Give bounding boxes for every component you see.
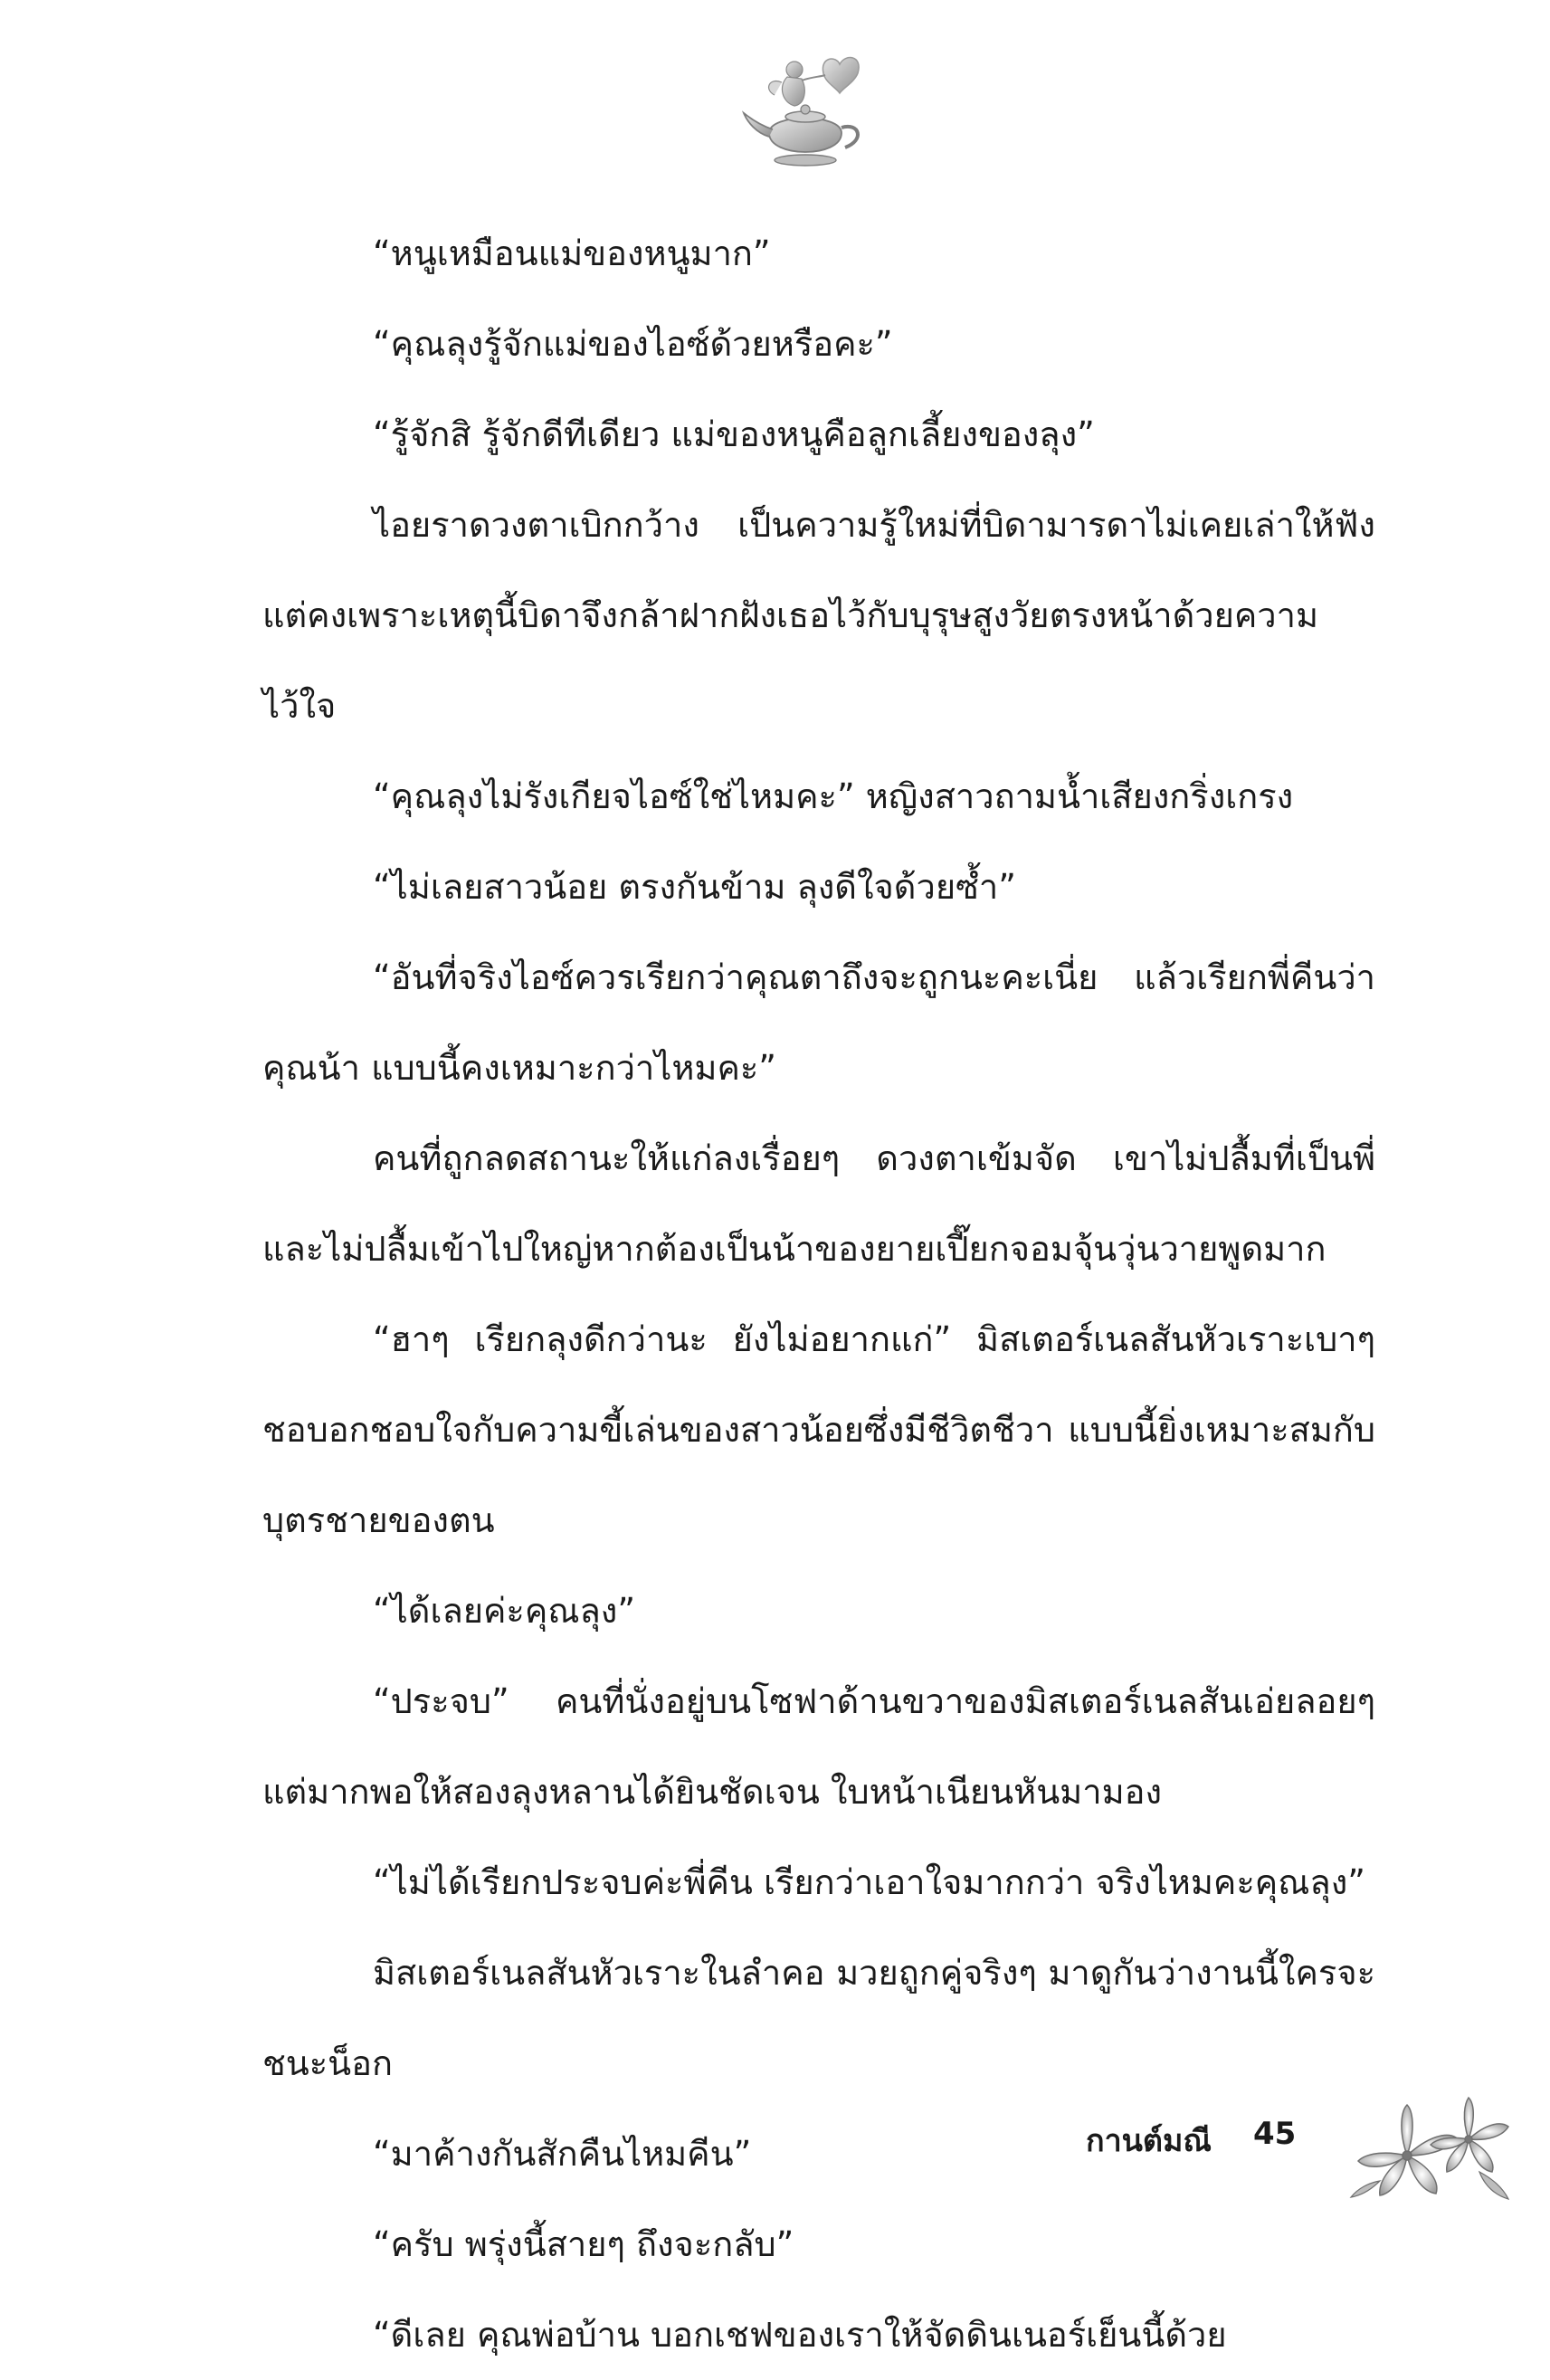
page-number: 45 [1253,2116,1297,2152]
paragraph: “มาค้างกันสักคืนไหมคีน” [373,2134,752,2174]
teapot-cupid-icon [742,50,878,186]
paragraph: “ประจบ” คนที่นั่งอยู่บนโซฟาด้านขวาของมิสเตอร์เนลสันเอ่ยลอยๆ แต่มากพอให้สองลุงหลานได้ยินชัดเจน ใบหน้าเนียนหันมามอง [262,1681,1375,1812]
paragraph: “คุณลุงรู้จักแม่ของไอซ์ด้วยหรือคะ” [373,324,893,364]
paragraph: “ได้เลยค่ะคุณลุง” [373,1591,636,1631]
paragraph: “คุณลุงไม่รังเกียจไอซ์ใช่ไหมคะ” หญิงสาวถามน้ำเสียงกริ่งเกรง [373,776,1294,816]
paragraph: “ไม่เลยสาวน้อย ตรงกันข้าม ลุงดีใจด้วยซ้ำ” [373,867,1016,907]
paragraph: “อันที่จริงไอซ์ควรเรียกว่าคุณตาถึงจะถูกนะคะเนี่ย แล้วเรียกพี่คีนว่าคุณน้า แบบนี้คงเหมาะกว่าไหมคะ” [262,957,1375,1088]
paragraph: “ดีเลย คุณพ่อบ้าน บอกเชฟของเราให้จัดดินเนอร์เย็นนี้ด้วย [373,2315,1227,2355]
paragraph: “ฮาๆ เรียกลุงดีกว่านะ ยังไม่อยากแก่” มิสเตอร์เนลสันหัวเราะเบาๆ ชอบอกชอบใจกับความขี้เล่นของสาวน้อยซึ่งมีชีวิตชีวา แบบนี้ยิ่งเหมาะสมกับบุตรชายของตน [262,1319,1375,1540]
paragraph: “ไม่ได้เรียกประจบค่ะพี่คีน เรียกว่าเอาใจมากกว่า จริงไหมคะคุณลุง” [373,1862,1365,1902]
paragraph: “รู้จักสิ รู้จักดีทีเดียว แม่ของหนูคือลูกเลี้ยงของลุง” [373,414,1095,454]
book-title: กานต์มณี [1086,2123,1212,2159]
page-footer [1086,2081,1520,2208]
paragraph: คนที่ถูกลดสถานะให้แก่ลงเรื่อยๆ ดวงตาเข้มจัด เขาไม่ปลื้มที่เป็นพี่ และไม่ปลื้มเข้าไปใหญ่หากต้องเป็นน้าของยายเปี๊ยกจอมจุ้นวุ่นวายพูดมาก [262,1138,1375,1269]
paragraph: “ครับ พรุ่งนี้สายๆ ถึงจะกลับ” [373,2224,794,2264]
lily-flowers-icon [1344,2081,1516,2208]
paragraph: มิสเตอร์เนลสันหัวเราะในลำคอ มวยถูกคู่จริงๆ มาดูกันว่างานนี้ใครจะชนะน็อก [262,1953,1375,2083]
paragraph: ไอยราดวงตาเบิกกว้าง เป็นความรู้ใหม่ที่บิดามารดาไม่เคยเล่าให้ฟัง แต่คงเพราะเหตุนี้บิดาจึงกล้าฝากฝังเธอไว้กับบุรุษสูงวัยตรงหน้าด้วยความไว้ใจ [262,505,1375,726]
body-text [262,208,1375,2380]
paragraph: “หนูเหมือนแม่ของหนูมาก” [373,233,771,273]
